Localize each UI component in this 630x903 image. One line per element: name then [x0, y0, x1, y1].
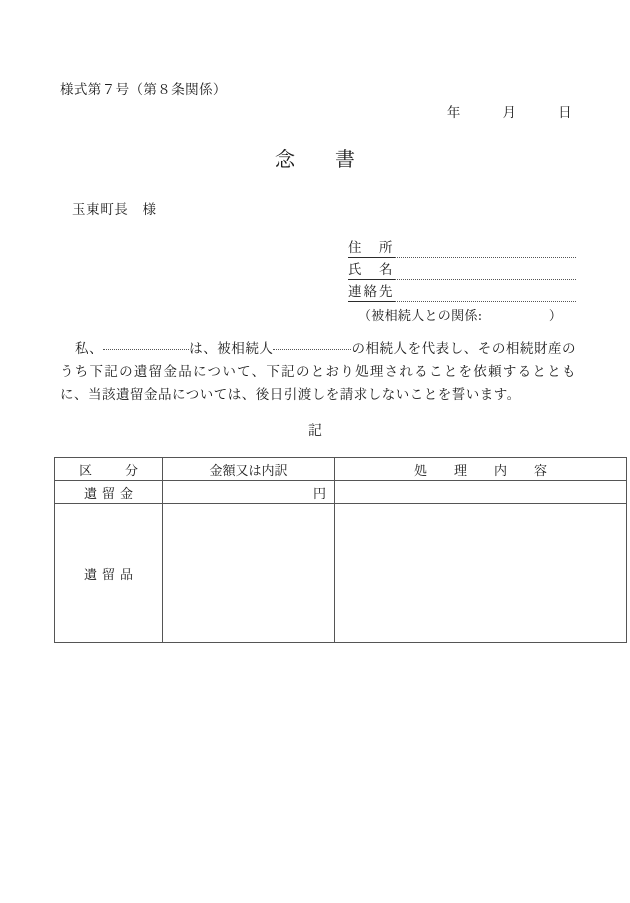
body-paragraph [60, 337, 576, 407]
column-header-kingaku: 金額又は内訳 [163, 458, 335, 481]
decedent-name-blank[interactable] [273, 337, 351, 350]
contact-label: 連絡先 [348, 280, 395, 302]
row-label-iryuhin: 遺留品 [55, 504, 163, 643]
table-row [55, 504, 627, 643]
contact-input[interactable] [395, 287, 577, 302]
table-header-row [55, 458, 627, 481]
column-header-shori: 処 理 内 容 [335, 458, 627, 481]
addressee: 玉東町長 様 [72, 202, 157, 218]
row-label-iryukin: 遺留金 [55, 481, 163, 504]
date-line: 年 月 日 [446, 105, 572, 121]
table-row [55, 481, 627, 504]
form-number: 様式第７号（第８条関係） [60, 82, 227, 98]
iryukin-amount-cell[interactable]: 円 [163, 481, 335, 504]
iryukin-shori-cell[interactable] [335, 481, 627, 504]
contact-row [348, 282, 576, 302]
address-row [348, 238, 576, 258]
sender-block [348, 238, 576, 324]
relation-to-decedent[interactable]: （被相続人との関係: ） [358, 309, 563, 324]
name-label: 氏 名 [348, 258, 395, 280]
name-input[interactable] [395, 265, 577, 280]
body-segment-2: は、被相続人 [189, 341, 274, 357]
remains-detail-table [54, 457, 627, 643]
iryuhin-breakdown-cell[interactable] [163, 504, 335, 643]
page-title: 念書 [275, 147, 395, 171]
name-row [348, 260, 576, 280]
address-label: 住 所 [348, 236, 395, 258]
iryuhin-shori-cell[interactable] [335, 504, 627, 643]
body-segment-3: の相続人を代表し、その相続財産のうち下記の遺留金品について、下記のとおり処理されることを依頼するとともに、当該遺留金品については、後日引渡しを請求しないことを誓います。 [60, 341, 577, 403]
body-segment-1: 私、 [75, 341, 104, 357]
column-header-kubun: 区 分 [55, 458, 163, 481]
ki-marker: 記 [308, 423, 322, 439]
declarant-name-blank[interactable] [103, 337, 189, 350]
address-input[interactable] [395, 243, 577, 258]
